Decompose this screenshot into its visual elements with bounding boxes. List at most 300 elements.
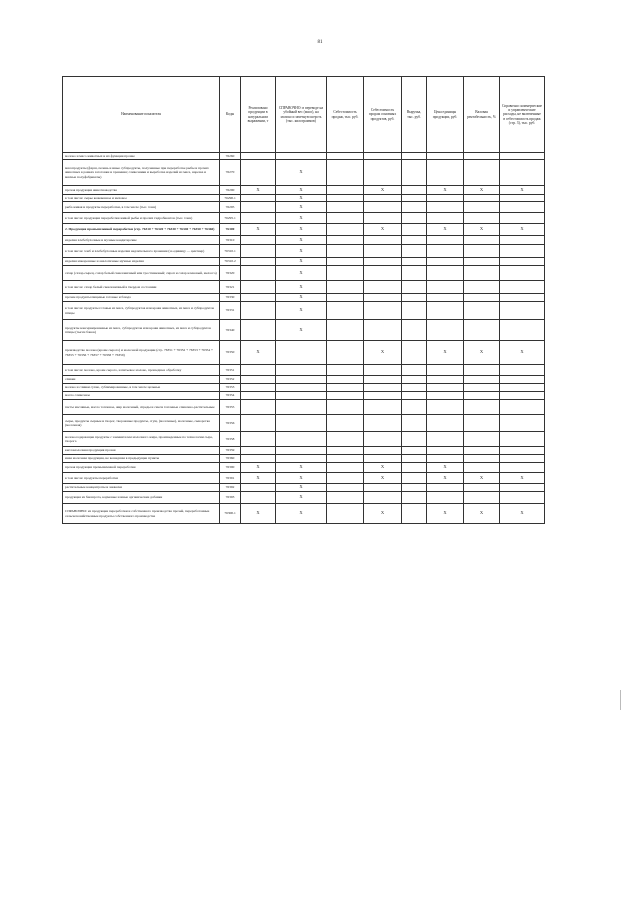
row-cell <box>464 302 500 320</box>
row-name: продукция из биошрота, кормовые и иные органические добавки <box>63 492 220 504</box>
row-cell <box>327 213 364 224</box>
row-cell <box>402 236 427 245</box>
row-cell: X <box>241 186 276 195</box>
row-name: продукты консервированные из мяса, субпродуктов или крови животных, из мяса и субпродуктов птицы (тысяч банок) <box>63 320 220 341</box>
row-cell <box>427 258 464 266</box>
row-cell: X <box>241 473 276 484</box>
table-row <box>63 484 545 492</box>
row-cell <box>402 463 427 473</box>
row-cell <box>241 432 276 447</box>
row-cell: X <box>427 504 464 524</box>
row-cell <box>364 195 402 202</box>
header-sold-quantity: Реализовано продукции в натуральном выражении, т <box>241 77 276 153</box>
table-row <box>63 224 545 236</box>
row-cell <box>464 258 500 266</box>
row-cell <box>241 281 276 294</box>
row-cell <box>276 447 327 455</box>
row-cell: X <box>276 492 327 504</box>
row-cell <box>327 365 364 376</box>
row-cell: X <box>427 341 464 365</box>
row-cell <box>364 202 402 213</box>
table-row <box>63 236 545 245</box>
header-gross-profitability: Валовая рентабельность, % <box>464 77 500 153</box>
row-cell <box>464 392 500 400</box>
row-cell <box>464 160 500 186</box>
row-cell <box>427 455 464 463</box>
row-cell <box>427 432 464 447</box>
row-cell <box>327 432 364 447</box>
row-code: 76331 <box>220 302 241 320</box>
row-cell: X <box>276 320 327 341</box>
row-cell <box>241 266 276 281</box>
row-name: 2. Продукция промышленной переработки (стр. 76310 + 76320 + 76330 + 76340 + 76350 + 76360) <box>63 224 220 236</box>
row-cell <box>402 160 427 186</box>
row-cell <box>464 415 500 432</box>
row-cell <box>427 236 464 245</box>
row-cell <box>464 320 500 341</box>
row-name: рыба живая и продукты переработки, в том числе (тыс. тонн) <box>63 202 220 213</box>
table-row <box>63 202 545 213</box>
row-name: молокосодержащие продукты с заменителем молочного жира, произведенные по технологии сыра, творога <box>63 432 220 447</box>
row-cell <box>364 258 402 266</box>
row-cell <box>427 384 464 392</box>
row-cell: X <box>276 202 327 213</box>
row-cell <box>364 294 402 302</box>
row-code: 76352 <box>220 376 241 384</box>
row-code: 76351 <box>220 365 241 376</box>
row-cell <box>464 484 500 492</box>
row-cell: X <box>364 186 402 195</box>
table-row <box>63 195 545 202</box>
row-name: изделия макаронные и аналогичные мучные изделия <box>63 258 220 266</box>
row-cell: X <box>500 504 545 524</box>
row-cell <box>402 455 427 463</box>
row-cell <box>364 236 402 245</box>
row-name: в том числе: продукты переработки <box>63 473 220 484</box>
row-cell: X <box>500 341 545 365</box>
row-code: 76300 <box>220 224 241 236</box>
row-cell <box>276 400 327 415</box>
row-cell <box>464 455 500 463</box>
row-cell: X <box>276 160 327 186</box>
row-cell: X <box>276 473 327 484</box>
row-cell: X <box>500 473 545 484</box>
row-cell <box>327 224 364 236</box>
row-cell <box>464 432 500 447</box>
table-row <box>63 213 545 224</box>
row-cell <box>500 392 545 400</box>
header-unit-price: Цена единицы продукции, руб. <box>427 77 464 153</box>
row-cell <box>464 492 500 504</box>
row-cell: X <box>427 473 464 484</box>
row-cell: X <box>364 463 402 473</box>
row-name: изделия хлебобулочные и мучные кондитерские <box>63 236 220 245</box>
row-cell: X <box>464 473 500 484</box>
row-name: в том числе: молоко, кроме сырого, и питьевое молоко, прошедшее обработку <box>63 365 220 376</box>
row-cell <box>402 281 427 294</box>
row-cell <box>402 202 427 213</box>
table-row <box>63 415 545 432</box>
row-cell: X <box>427 463 464 473</box>
row-cell <box>364 320 402 341</box>
row-cell <box>427 153 464 160</box>
table-row <box>63 341 545 365</box>
row-cell <box>500 245 545 258</box>
row-cell <box>402 302 427 320</box>
page-number: 81 <box>317 40 323 45</box>
row-code: 76320 <box>220 266 241 281</box>
row-code: 76295.1 <box>220 213 241 224</box>
table-row <box>63 432 545 447</box>
row-cell <box>427 245 464 258</box>
row-cell <box>500 195 545 202</box>
row-cell: X <box>364 504 402 524</box>
row-cell <box>402 213 427 224</box>
row-cell <box>402 415 427 432</box>
row-cell: X <box>276 281 327 294</box>
row-name: иная молочная продукция, не вошедшая в предыдущие пункты <box>63 455 220 463</box>
row-cell <box>464 153 500 160</box>
row-code: 76353 <box>220 384 241 392</box>
row-cell: X <box>276 236 327 245</box>
row-cell <box>427 492 464 504</box>
row-cell <box>276 376 327 384</box>
row-cell <box>241 447 276 455</box>
row-cell <box>241 202 276 213</box>
table-row <box>63 281 545 294</box>
row-cell: X <box>276 195 327 202</box>
row-cell <box>241 153 276 160</box>
row-name: в том числе: сырье кожевенное и меховое <box>63 195 220 202</box>
row-cell <box>327 392 364 400</box>
row-cell <box>500 320 545 341</box>
row-cell: X <box>241 224 276 236</box>
row-cell <box>464 245 500 258</box>
table-row <box>63 186 545 195</box>
header-reference-expenses: Справочно: коммерческие и управленческие расходы, не включенные в себестоимость продаж (стр. 3), тыс. руб. <box>500 77 545 153</box>
row-name: мясопродукты (фарш, печень и иные субпродукты, полученные при переработке рыбы и прочих животных в рамках заготовки и хранения; сливочники и выработка изделий из мяса, нарезка и мясные полуфабрикаты) <box>63 160 220 186</box>
row-cell <box>500 432 545 447</box>
row-cell: X <box>464 186 500 195</box>
row-cell <box>402 473 427 484</box>
header-reference-weight: СПРАВОЧНО: в переводе на убойный вес (мясо), на молоко и зачетную шерсть (тыс. килограммов) <box>276 77 327 153</box>
table-row <box>63 504 545 524</box>
row-cell: X <box>464 341 500 365</box>
row-cell <box>500 236 545 245</box>
table-row <box>63 294 545 302</box>
row-cell <box>364 455 402 463</box>
row-cell <box>402 153 427 160</box>
production-table <box>62 76 545 524</box>
row-cell <box>241 365 276 376</box>
row-cell <box>327 504 364 524</box>
table-row <box>63 447 545 455</box>
row-cell <box>241 415 276 432</box>
row-cell <box>327 484 364 492</box>
row-code: 76355 <box>220 400 241 415</box>
row-cell <box>364 415 402 432</box>
row-code: 76295 <box>220 202 241 213</box>
row-cell <box>276 415 327 432</box>
row-name: в том числе: продукция переработки живой рыбы и прочих гидробионтов (тыс. тонн) <box>63 213 220 224</box>
row-cell <box>500 281 545 294</box>
row-code: 76310.2 <box>220 258 241 266</box>
row-cell <box>500 294 545 302</box>
row-code: 76310 <box>220 236 241 245</box>
row-cell: X <box>464 504 500 524</box>
header-indicator-name: Наименование показателя <box>63 77 220 153</box>
row-code: 76350 <box>220 341 241 365</box>
row-cell: X <box>364 341 402 365</box>
row-cell <box>364 484 402 492</box>
row-cell <box>327 153 364 160</box>
header-cost-main-products: Себестоимость продаж основных продуктов, руб. <box>364 77 402 153</box>
row-cell <box>327 202 364 213</box>
row-cell: X <box>500 224 545 236</box>
row-cell <box>276 365 327 376</box>
row-name: молоко и сливки сухие, сублимированные, в том числе цельные <box>63 384 220 392</box>
row-cell <box>402 504 427 524</box>
row-cell <box>402 384 427 392</box>
row-cell <box>500 202 545 213</box>
row-cell <box>402 224 427 236</box>
row-cell <box>327 160 364 186</box>
row-cell <box>241 245 276 258</box>
row-cell <box>427 447 464 455</box>
row-cell <box>427 195 464 202</box>
row-cell <box>364 153 402 160</box>
row-cell <box>500 384 545 392</box>
row-cell <box>402 320 427 341</box>
row-cell <box>241 294 276 302</box>
row-code: 76354 <box>220 392 241 400</box>
row-name: СПРАВОЧНО: из продукции переработки и собственного производства прочей, переработанные сельскохозяйственные продукты собственного производства <box>63 504 220 524</box>
row-cell <box>464 384 500 392</box>
row-cell <box>464 281 500 294</box>
row-cell <box>241 258 276 266</box>
row-name: в том числе: сахар белый свекловичный в твердом состоянии <box>63 281 220 294</box>
row-cell <box>276 392 327 400</box>
row-cell <box>364 160 402 186</box>
row-cell <box>241 236 276 245</box>
row-cell <box>241 320 276 341</box>
row-cell <box>500 365 545 376</box>
row-cell <box>500 266 545 281</box>
row-cell <box>327 294 364 302</box>
row-cell <box>500 400 545 415</box>
row-cell <box>327 492 364 504</box>
row-code: 76270 <box>220 160 241 186</box>
row-cell <box>464 400 500 415</box>
row-cell <box>241 213 276 224</box>
row-cell <box>464 463 500 473</box>
header-revenue: Выручка, тыс. руб. <box>402 77 427 153</box>
row-name: прочие продукты пищевые готовые и блюда <box>63 294 220 302</box>
row-cell: X <box>276 294 327 302</box>
row-name: прочая продукция промышленной переработки <box>63 463 220 473</box>
table-row <box>63 320 545 341</box>
row-cell <box>364 365 402 376</box>
row-cell <box>464 202 500 213</box>
table-row <box>63 160 545 186</box>
row-cell <box>276 455 327 463</box>
row-cell <box>427 365 464 376</box>
row-code: 76290 <box>220 186 241 195</box>
row-cell: X <box>464 224 500 236</box>
row-cell <box>500 492 545 504</box>
row-name: в том числе: продукты готовые из мяса, субпродуктов или крови животных, из мяса и субпродуктов птицы <box>63 302 220 320</box>
row-cell: X <box>276 258 327 266</box>
row-cell <box>327 463 364 473</box>
row-code: 76260 <box>220 153 241 160</box>
row-cell <box>364 392 402 400</box>
row-cell: X <box>276 224 327 236</box>
row-cell <box>364 266 402 281</box>
row-cell <box>464 195 500 202</box>
row-cell <box>427 484 464 492</box>
table-row <box>63 302 545 320</box>
row-cell <box>427 302 464 320</box>
header-row <box>63 77 545 153</box>
row-cell <box>327 415 364 432</box>
row-cell: X <box>500 186 545 195</box>
row-cell <box>327 302 364 320</box>
row-cell <box>241 400 276 415</box>
row-cell <box>402 432 427 447</box>
row-cell <box>327 236 364 245</box>
row-code: 76359 <box>220 447 241 455</box>
row-cell <box>327 281 364 294</box>
row-cell <box>500 258 545 266</box>
row-cell: X <box>276 245 327 258</box>
row-cell <box>364 447 402 455</box>
row-cell <box>276 432 327 447</box>
row-cell: X <box>241 504 276 524</box>
table-row <box>63 463 545 473</box>
row-name: в том числе: хлеб и хлебобулочные изделия недлительного хранения (за единицу — центнер) <box>63 245 220 258</box>
row-name: кисломолочная продукция прочая <box>63 447 220 455</box>
row-cell: X <box>276 186 327 195</box>
row-cell <box>402 341 427 365</box>
row-cell <box>427 376 464 384</box>
row-cell <box>327 400 364 415</box>
row-code: 76391 <box>220 473 241 484</box>
row-cell <box>464 376 500 384</box>
header-codes: Коды <box>220 77 241 153</box>
row-cell <box>327 455 364 463</box>
row-name: растительные концентраты и закваски <box>63 484 220 492</box>
row-cell <box>364 376 402 384</box>
row-cell <box>327 245 364 258</box>
row-cell <box>327 320 364 341</box>
row-cell <box>464 447 500 455</box>
table-row <box>63 266 545 281</box>
row-code: 76310.1 <box>220 245 241 258</box>
row-name: прочая продукция животноводства <box>63 186 220 195</box>
row-code: 76290.1 <box>220 195 241 202</box>
row-name: сыры, продукты сырные и творог, творожные продукты, сгущ. (молочные), молочные, сыворотка (молочная) <box>63 415 220 432</box>
row-cell <box>402 365 427 376</box>
row-cell: X <box>427 224 464 236</box>
row-cell <box>327 195 364 202</box>
row-cell <box>402 376 427 384</box>
table-row <box>63 365 545 376</box>
row-cell <box>464 266 500 281</box>
row-cell <box>500 463 545 473</box>
row-name: производство молока (кроме сырого) и молочной продукции (стр. 76351 + 76352 + 76353 + 76354 + 76355 + 76356 + 76357 + 76358 + 76359) <box>63 341 220 365</box>
row-code: 76321 <box>220 281 241 294</box>
row-cell <box>327 473 364 484</box>
table-row <box>63 245 545 258</box>
row-cell <box>327 186 364 195</box>
row-code: 76330 <box>220 294 241 302</box>
table-row <box>63 455 545 463</box>
row-name: масло сливочное <box>63 392 220 400</box>
row-cell: X <box>241 463 276 473</box>
row-cell <box>276 153 327 160</box>
row-name: сливки <box>63 376 220 384</box>
row-cell <box>500 447 545 455</box>
row-cell: X <box>276 266 327 281</box>
row-cell <box>241 455 276 463</box>
row-code: 76392 <box>220 484 241 492</box>
row-cell: X <box>427 186 464 195</box>
table-row <box>63 384 545 392</box>
row-cell <box>241 302 276 320</box>
row-name: молоко и мясо животных и их функция прочие <box>63 153 220 160</box>
table-row <box>63 473 545 484</box>
row-cell: X <box>276 463 327 473</box>
table-row <box>63 258 545 266</box>
row-cell <box>402 258 427 266</box>
row-cell: X <box>364 473 402 484</box>
row-cell <box>241 384 276 392</box>
row-cell <box>241 195 276 202</box>
row-cell <box>427 294 464 302</box>
row-cell <box>276 341 327 365</box>
scan-edge-mark <box>620 690 621 710</box>
row-cell <box>241 376 276 384</box>
row-cell <box>500 160 545 186</box>
row-cell <box>464 236 500 245</box>
row-cell: X <box>364 224 402 236</box>
row-cell <box>500 302 545 320</box>
row-cell <box>327 376 364 384</box>
row-cell <box>427 160 464 186</box>
row-cell <box>500 415 545 432</box>
row-cell <box>427 392 464 400</box>
row-code: 76358 <box>220 432 241 447</box>
row-cell <box>500 213 545 224</box>
row-cell <box>364 400 402 415</box>
row-cell <box>427 266 464 281</box>
row-cell <box>327 258 364 266</box>
row-cell <box>241 492 276 504</box>
row-cell <box>402 266 427 281</box>
row-cell: X <box>276 484 327 492</box>
row-cell <box>241 160 276 186</box>
row-cell <box>464 365 500 376</box>
row-cell <box>427 415 464 432</box>
row-cell <box>402 195 427 202</box>
row-cell <box>427 400 464 415</box>
table-row <box>63 492 545 504</box>
row-cell <box>427 213 464 224</box>
row-code: 76390 <box>220 463 241 473</box>
table-row <box>63 153 545 160</box>
row-cell <box>327 447 364 455</box>
row-cell <box>464 213 500 224</box>
